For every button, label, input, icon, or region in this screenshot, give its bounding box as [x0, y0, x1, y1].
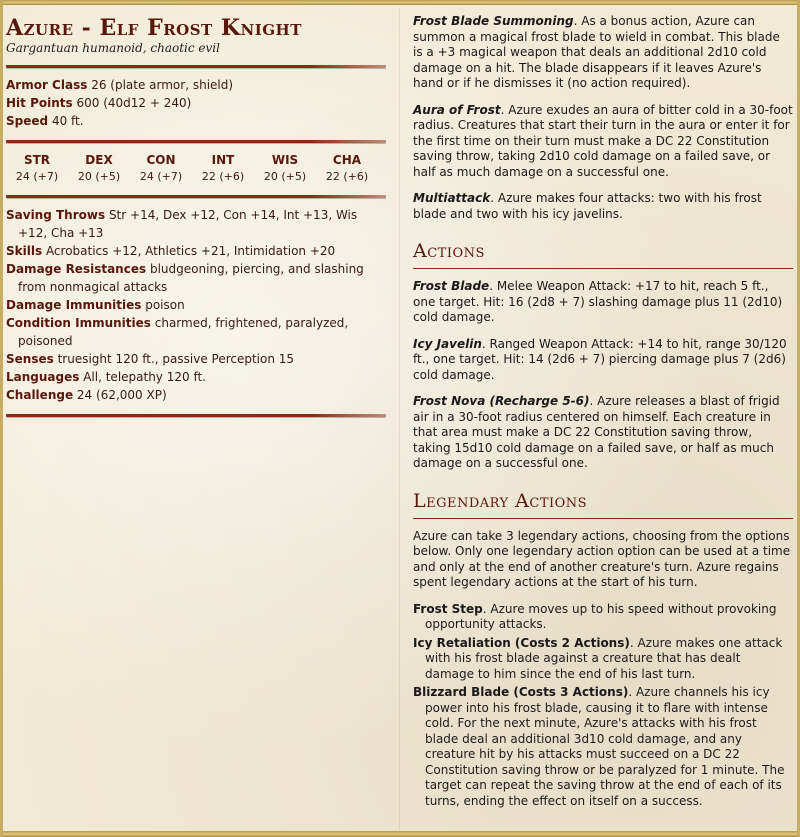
trait-aura-of-frost: Aura of Frost. Azure exudes an aura of bitter cold in a 30-foot radius. Creatures that start their turn in the aura or enter it for the first time on their turn must make a DC 22 Constitution saving throw, taking 2d10 cold damage on a failed save, or half as much damage on a successful one. [413, 102, 793, 179]
armor-class: Armor Class 26 (plate armor, shield) [6, 78, 234, 92]
languages: Languages All, telepathy 120 ft. [6, 370, 206, 384]
trait-multiattack: Multiattack. Azure makes four attacks: two with his frost blade and two with his icy javelins. [413, 191, 762, 221]
actions-rule [413, 268, 793, 269]
left-border [0, 0, 3, 837]
ability-con: CON 24 (+7) [139, 153, 183, 183]
ability-int: INT 22 (+6) [201, 153, 245, 183]
column-divider [399, 8, 400, 830]
legendary-intro: Azure can take 3 legendary actions, choosing from the options below. Only one legendary action option can be used at a time and only at the end of another creature's turn. Azure regains spent legendary actions at the start of his turn. [413, 528, 791, 589]
section-rule [6, 195, 386, 198]
senses: Senses truesight 120 ft., passive Perception 15 [6, 352, 295, 366]
action-frost-blade: Frost Blade. Melee Weapon Attack: +17 to hit, reach 5 ft., one target. Hit: 16 (2d8 + 7) slashing damage plus 11 (2d10) cold damage. [413, 279, 783, 324]
ability-dex: DEX 20 (+5) [77, 153, 121, 183]
trait-frost-blade-summoning: Frost Blade Summoning. As a bonus action, Azure can summon a magical frost blade to wield in combat. This blade is a +3 magical weapon that deals an additional 2d10 cold damage on a hit. The blade disappears if it leaves Azure's hand or if he dismisses it (no action required). [413, 14, 780, 90]
ability-wis: WIS 20 (+5) [263, 153, 307, 183]
damage-resistances: Damage Resistances bludgeoning, piercing, and slashing from nonmagical attacks [6, 262, 364, 294]
legendary-icy-retaliation: Icy Retaliation (Costs 2 Actions). Azure makes one attack with his frost blade against a creature that has dealt damage to him since the end of his last turn. [413, 635, 783, 681]
section-rule [6, 140, 386, 143]
top-border [0, 0, 800, 5]
bottom-border [0, 831, 800, 837]
ability-cha: CHA 22 (+6) [325, 153, 369, 183]
damage-immunities: Damage Immunities poison [6, 298, 185, 312]
legendary-frost-step: Frost Step. Azure moves up to his speed without provoking opportunity attacks. [413, 601, 777, 631]
hit-points: Hit Points 600 (40d12 + 240) [6, 96, 192, 110]
ability-str: STR 24 (+7) [15, 153, 59, 183]
stat-block-left-column [6, 14, 386, 425]
legendary-blizzard-blade: Blizzard Blade (Costs 3 Actions). Azure channels his icy power into his frost blade, causing it to flare with intense cold. For the next minute, Azure's attacks with his frost blade deal an additional 3d10 cold damage, and any creature hit by his attacks must succeed on a DC 22 Constitution saving throw or be paralyzed for 1 minute. The target can repeat the saving throw at the end of each of its turns, ending the effect on itself on a success. [413, 685, 785, 808]
challenge: Challenge 24 (62,000 XP) [6, 388, 167, 402]
monster-name: Azure - Elf Frost Knight [6, 15, 302, 41]
stat-block-right-column [413, 14, 793, 812]
monster-type: Gargantuan humanoid, chaotic evil [6, 41, 220, 55]
actions-heading: Actions [413, 240, 485, 262]
skills: Skills Acrobatics +12, Athletics +21, Intimidation +20 [6, 244, 336, 258]
section-rule [6, 414, 386, 417]
action-frost-nova: Frost Nova (Recharge 5-6). Azure releases a blast of frigid air in a 30-foot radius centered on himself. Each creature in that area must make a DC 22 Constitution saving throw, taking 15d10 cold damage on a failed save, or half as much damage on a successful one. [413, 394, 780, 470]
section-rule [6, 65, 386, 68]
condition-immunities: Condition Immunities charmed, frightened, paralyzed, poisoned [6, 316, 349, 348]
speed: Speed 40 ft. [6, 114, 84, 128]
action-icy-javelin: Icy Javelin. Ranged Weapon Attack: +14 to hit, range 30/120 ft., one target. Hit: 14 (2d6 + 7) piercing damage plus 7 (2d6) cold damage. [413, 336, 787, 382]
saving-throws: Saving Throws Str +14, Dex +12, Con +14, Int +13, Wis +12, Cha +13 [6, 208, 358, 240]
legendary-actions-heading: Legendary Actions [413, 489, 588, 512]
legendary-actions-rule [413, 518, 793, 519]
ability-scores [6, 151, 386, 185]
